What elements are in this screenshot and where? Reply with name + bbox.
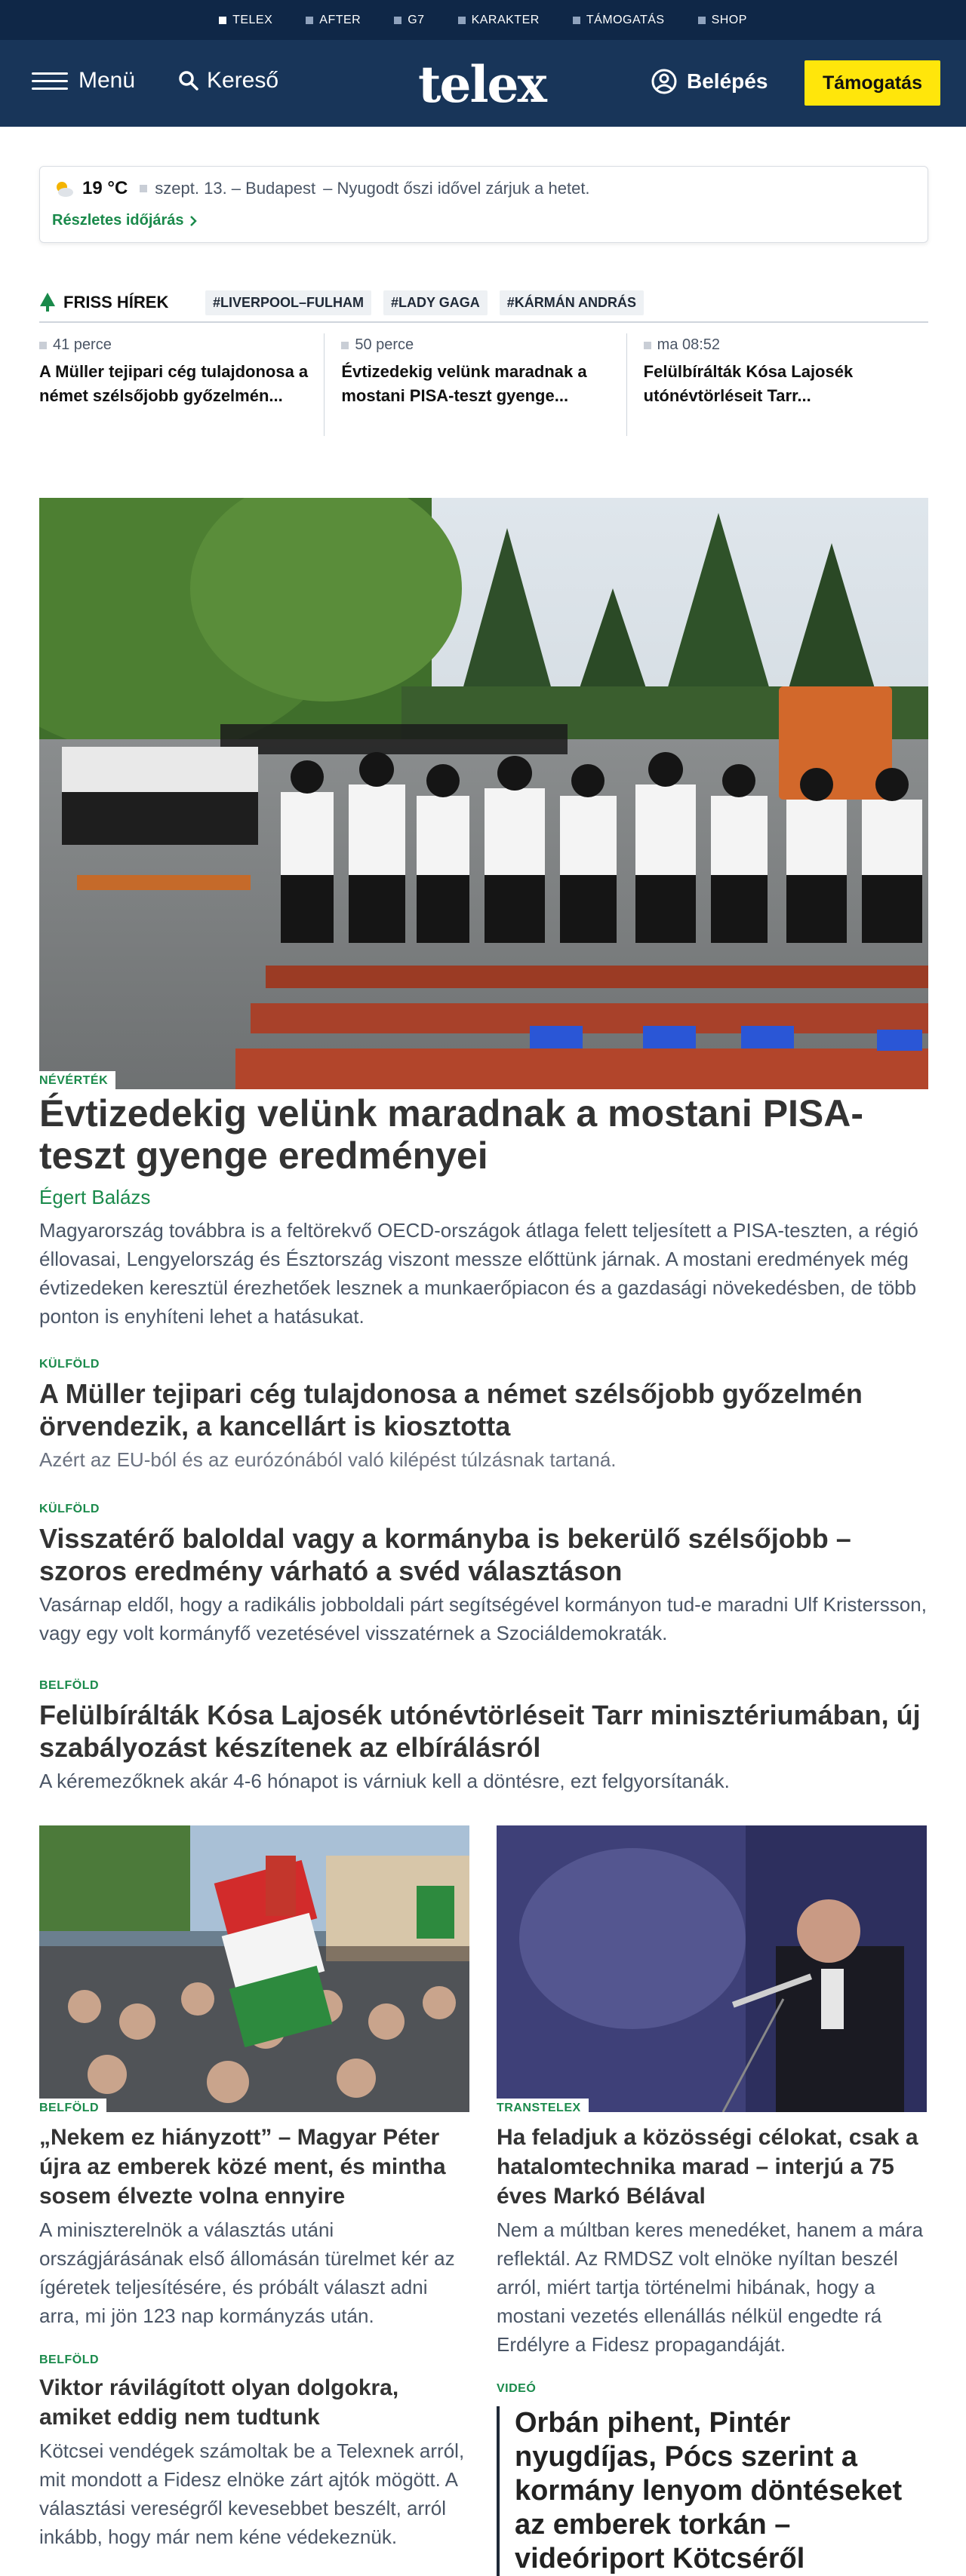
square-icon xyxy=(341,342,349,349)
weather-summary: – Nyugodt őszi idővel zárjuk a hetet. xyxy=(323,179,590,198)
article-lead: Nem a múltban keres menedéket, hanem a mára reflektál. Az RMDSZ volt elnöke nyíltan beszél arról, miért tartja történelmi hibának, hogy a mostani vezetés ellenállás nélkül engedte rá Erdélyre a Fidesz propagandáját. xyxy=(497,2218,924,2356)
top-nav-telex[interactable]: TELEX xyxy=(219,14,272,27)
article-title[interactable]: Viktor rávilágított olyan dolgokra, amiket eddig nem tudtunk xyxy=(39,2375,399,2430)
article-item xyxy=(39,1503,928,1647)
article-title[interactable]: A Müller tejipari cég tulajdonosa a német szélsőjobb győzelmén örvendezik, a kancellárt is kiosztotta xyxy=(39,1378,863,1442)
login-button[interactable] xyxy=(651,68,768,95)
square-icon xyxy=(39,342,47,349)
article-category[interactable]: KÜLFÖLD xyxy=(39,1503,100,1515)
search-label: Kereső xyxy=(207,68,279,93)
article-item xyxy=(39,1679,928,1795)
hero-lead: Magyarország továbbra is a feltörekvő OECD-országok átlaga felett teljesített a PISA-teszten, a régió éllovasai, Lengyelország és Észtország viszont messze előttünk járnak. A mostani eredmények még évtizedeken keresztül érezhetőek lesznek a munkaerőpiacon és a gazdasági növekedésben, de több ponton is enyhíteni lehet a hatásukat. xyxy=(39,1219,918,1328)
article-image[interactable] xyxy=(39,1825,469,2112)
article-lead: A miniszterelnök a választás utáni országjárásának első állomásán türelmet kér az ígéretek teljesítésére, és próbált választ adni arra, mi jön 123 nap kormányzás után. xyxy=(39,2218,455,2327)
news-time: 41 perce xyxy=(39,336,309,354)
support-button[interactable]: Támogatás xyxy=(804,60,940,106)
square-icon xyxy=(644,342,651,349)
menu-label: Menü xyxy=(78,68,136,93)
search-icon xyxy=(178,70,199,91)
video-article xyxy=(497,2382,927,2576)
login-label: Belépés xyxy=(687,69,768,93)
square-icon xyxy=(573,17,580,24)
chevron-right-icon xyxy=(189,216,198,226)
tag-lady-gaga[interactable]: #LADY GAGA xyxy=(383,290,488,315)
tree-icon xyxy=(39,293,56,312)
breaking-news-list xyxy=(39,333,928,436)
article-category[interactable]: BELFÖLD xyxy=(39,2099,106,2117)
news-title: A Müller tejipari cég tulajdonosa a német szélsőjobb győzelmén... xyxy=(39,362,309,405)
tag-liverpool-fulham[interactable]: #LIVERPOOL–FULHAM xyxy=(205,290,371,315)
article-item xyxy=(39,1358,928,1474)
menu-button[interactable] xyxy=(32,68,135,94)
weather-widget xyxy=(39,166,928,243)
weather-details-link[interactable] xyxy=(52,212,198,229)
news-time: 50 perce xyxy=(341,336,611,354)
article-category[interactable]: KÜLFÖLD xyxy=(39,1358,100,1371)
breaking-news-item[interactable] xyxy=(644,333,928,436)
weather-date: szept. 13. – Budapest xyxy=(155,179,316,198)
hamburger-icon xyxy=(32,69,68,92)
breaking-news-heading: FRISS HÍREK xyxy=(39,293,205,312)
article-title[interactable]: „Nekem ez hiányzott” – Magyar Péter újra az emberek közé ment, és mintha sosem élvezte volna ennyire xyxy=(39,2125,446,2209)
video-category[interactable]: VIDEÓ xyxy=(497,2382,537,2395)
square-icon xyxy=(306,17,313,24)
article-category[interactable]: BELFÖLD xyxy=(39,2353,100,2366)
breaking-news-item[interactable] xyxy=(39,333,325,436)
article-lead: Vasárnap eldől, hogy a radikális jobboldali párt segítségével kormányon tud-e maradni Ulf Kristersson, vagy egy volt kormányfő vezetésével visszatérnek a Szociáldemokraták. xyxy=(39,1593,927,1644)
article-item xyxy=(39,2353,469,2551)
top-nav-g7[interactable]: G7 xyxy=(394,14,424,27)
top-nav-shop[interactable]: SHOP xyxy=(698,14,747,27)
top-nav xyxy=(0,0,966,40)
search-button[interactable] xyxy=(178,68,278,94)
article-title[interactable]: Felülbírálták Kósa Lajosék utónévtörléseit Tarr minisztériumában, új szabályozást készítenek az elbírálásról xyxy=(39,1699,921,1763)
top-nav-karakter[interactable]: KARAKTER xyxy=(458,14,540,27)
user-icon xyxy=(651,68,678,95)
square-icon xyxy=(140,185,147,192)
feature-article-right xyxy=(497,1825,927,2359)
hero-category[interactable]: NÉVÉRTÉK xyxy=(39,1071,115,1089)
breaking-news-item[interactable] xyxy=(341,333,626,436)
article-lead: Azért az EU-ból és az eurózónából való kilépést túlzásnak tartaná. xyxy=(39,1448,617,1471)
site-logo[interactable]: telex xyxy=(418,55,546,114)
square-icon xyxy=(219,17,226,24)
news-title: Felülbírálták Kósa Lajosék utónévtörléseit Tarr... xyxy=(643,362,854,405)
article-lead: A kéremezőknek akár 4-6 hónapot is várniuk kell a döntésre, ezt felgyorsítanák. xyxy=(39,1770,730,1792)
article-category[interactable]: BELFÖLD xyxy=(39,1679,100,1692)
top-nav-after[interactable]: AFTER xyxy=(306,14,361,27)
hero-image[interactable] xyxy=(39,498,928,1089)
article-image[interactable] xyxy=(497,1825,927,2112)
site-header xyxy=(0,40,966,127)
article-title[interactable]: Visszatérő baloldal vagy a kormányba is bekerülő szélsőjobb – szoros eredmény várható a svéd választáson xyxy=(39,1523,851,1586)
breaking-news-bar xyxy=(39,284,928,323)
square-icon xyxy=(458,17,466,24)
hero-title[interactable]: Évtizedekig velünk maradnak a mostani PISA-teszt gyenge eredményei xyxy=(39,1092,864,1177)
article-title[interactable]: Ha feladjuk a közösségi célokat, csak a hatalomtechnika marad – interjú a 75 éves Markó Bélával xyxy=(497,2125,918,2209)
video-title[interactable]: Orbán pihent, Pintér nyugdíjas, Pócs szerint a kormány lenyom döntéseket az emberek torkán – videóriport Kötcséről xyxy=(497,2406,927,2576)
article-category[interactable]: TRANSTELEX xyxy=(497,2099,589,2117)
square-icon xyxy=(698,17,706,24)
tag-karman-andras[interactable]: #KÁRMÁN ANDRÁS xyxy=(500,290,644,315)
article-lead: Kötcsei vendégek számoltak be a Telexnek arról, mit mondott a Fidesz elnöke zárt ajtók mögött. A választási vereségről kevesebbet beszélt, arról inkább, hogy már nem kéne védekeznük. xyxy=(39,2439,465,2548)
square-icon xyxy=(394,17,401,24)
news-title: Évtizedekig velünk maradnak a mostani PISA-teszt gyenge... xyxy=(341,362,587,405)
news-time: ma 08:52 xyxy=(644,336,913,354)
weather-details-label: Részletes időjárás xyxy=(52,212,184,229)
partly-sunny-icon xyxy=(52,177,75,200)
feature-article-left xyxy=(39,1825,469,2330)
top-nav-tamogatas[interactable]: TÁMOGATÁS xyxy=(573,14,665,27)
weather-temp: 19 °C xyxy=(82,178,128,198)
hero-author[interactable]: Égert Balázs xyxy=(39,1186,151,1208)
